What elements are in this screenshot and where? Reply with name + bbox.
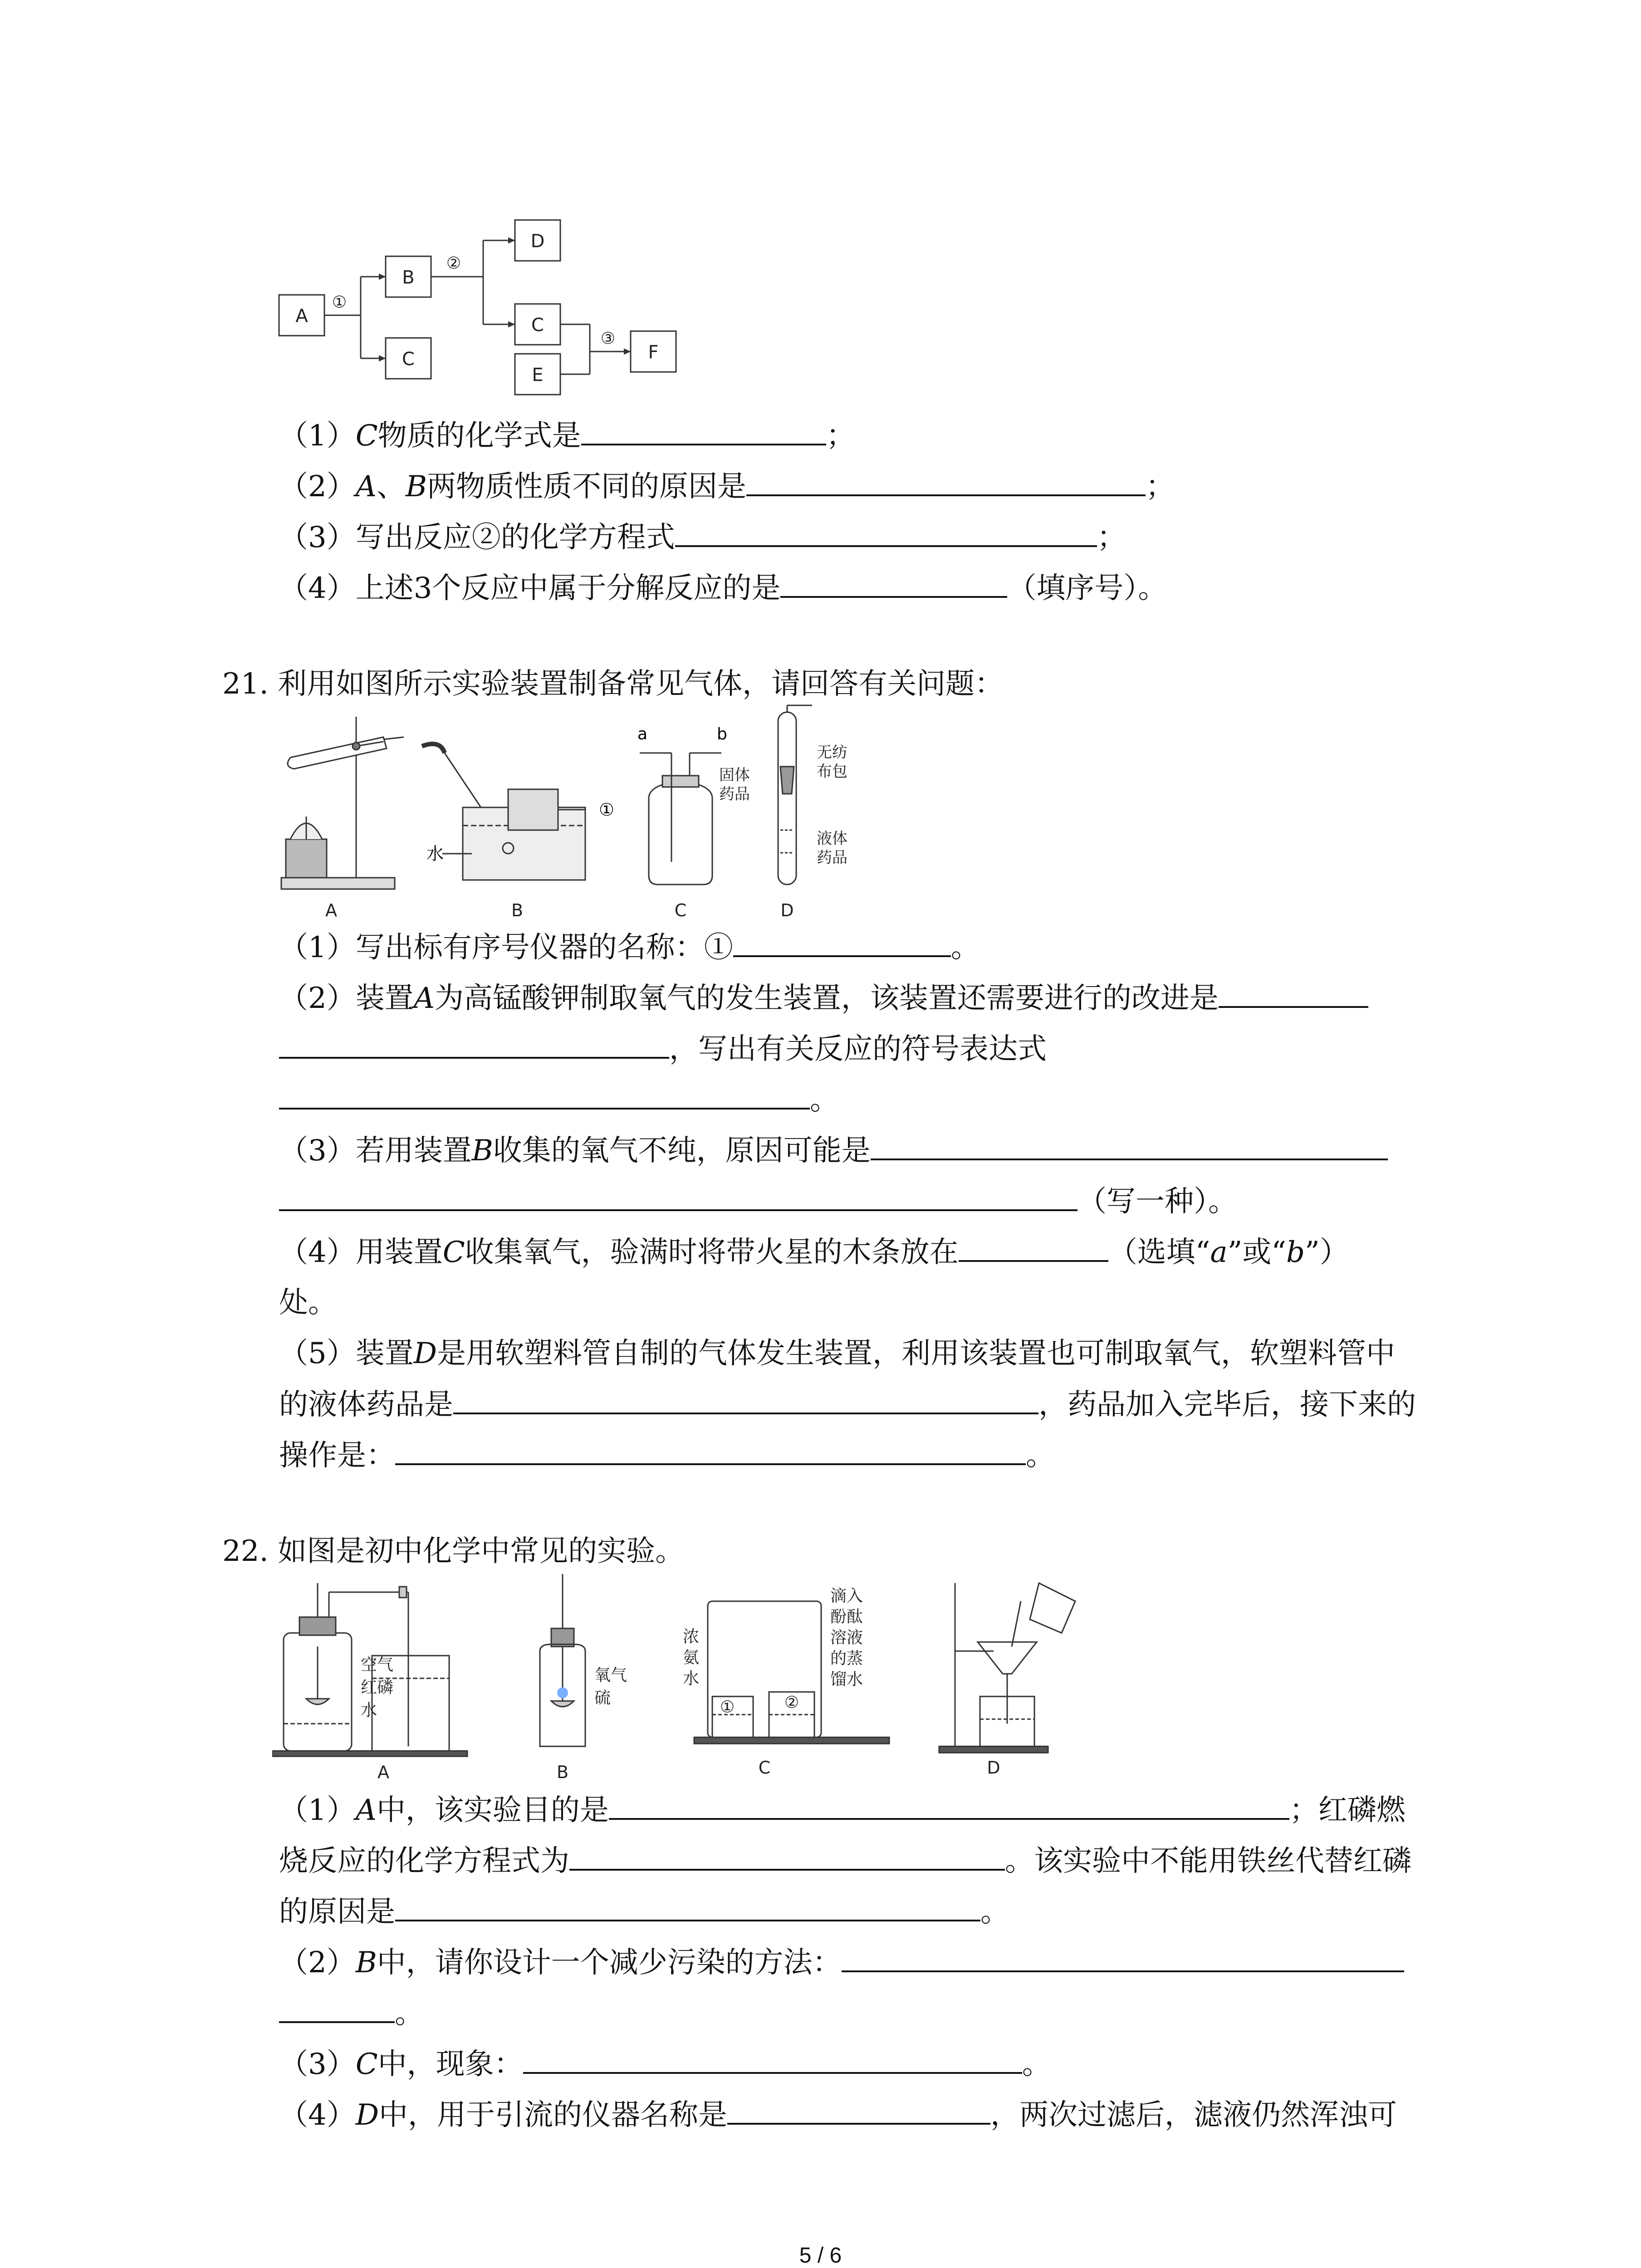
d-liquid-2: 药品 — [817, 849, 847, 867]
answer-blank[interactable] — [727, 2097, 990, 2125]
d-bag-2: 布包 — [817, 763, 847, 781]
answer-blank[interactable] — [279, 1081, 810, 1110]
answer-blank[interactable] — [959, 1234, 1108, 1262]
label-c1: C — [402, 349, 415, 370]
q21-part5-line3: 操作是： 。 — [279, 1437, 1055, 1474]
b-mark: ① — [599, 800, 615, 820]
apparatus-d — [778, 705, 812, 885]
c-drop-label-4: 的蒸 — [830, 1649, 863, 1668]
fig-label-a: A — [377, 1762, 389, 1782]
q21-stem: 21. 利用如图所示实验装置制备常见气体，请回答有关问题： — [222, 667, 1004, 701]
a-phosphorus-label: 红磷 — [361, 1678, 394, 1697]
label-a: A — [295, 306, 308, 327]
c-drop-label-1: 滴入 — [830, 1587, 863, 1605]
fig-label-d: D — [987, 1758, 1000, 1778]
label-f: F — [648, 342, 659, 363]
q21-part2-line2: ，写出有关反应的符号表达式 — [279, 1031, 1047, 1067]
answer-blank[interactable] — [1219, 980, 1368, 1008]
apparatus-b — [422, 744, 585, 880]
label-e: E — [532, 365, 544, 386]
step-2: ② — [446, 254, 461, 273]
d-liquid-1: 液体 — [817, 830, 847, 848]
a-air-label: 空气 — [361, 1656, 394, 1674]
d-solid-1: 固体 — [719, 766, 750, 784]
b-sulfur-label: 硫 — [594, 1689, 611, 1707]
c-ammonia-1: 浓 — [683, 1628, 700, 1646]
q21-part5-line2: 的液体药品是 ，药品加入完毕后，接下来的 — [279, 1386, 1416, 1423]
c-drop-label-2: 酚酞 — [830, 1608, 863, 1626]
q21-part3-line1: （3）若用装置B收集的氧气不纯，原因可能是 — [279, 1132, 1388, 1169]
apparatus-c — [640, 753, 721, 885]
answer-blank[interactable] — [609, 1792, 1289, 1820]
q21-part5-line1: （5）装置D是用软塑料管自制的气体发生装置，利用该装置也可制取氧气，软塑料管中 — [279, 1337, 1396, 1370]
gas-apparatus-figure — [272, 703, 907, 930]
answer-blank[interactable] — [279, 1031, 669, 1059]
fig-label-a: A — [325, 900, 337, 920]
answer-blank[interactable] — [395, 1893, 980, 1921]
q20-part1: （1）C物质的化学式是 ； — [279, 417, 855, 454]
step-1: ① — [332, 293, 347, 312]
fig-label-b: B — [511, 900, 524, 920]
answer-blank[interactable] — [780, 570, 1007, 598]
label-b: B — [402, 267, 415, 288]
answer-blank[interactable] — [453, 1386, 1038, 1414]
q21-part3-line2: （写一种）。 — [279, 1183, 1237, 1220]
label-c2: C — [531, 315, 544, 336]
q21-part4-line2: 处。 — [279, 1286, 337, 1320]
answer-blank[interactable] — [581, 417, 826, 445]
q22-part1-line1: （1）A中，该实验目的是 ；红磷燃 — [279, 1792, 1406, 1828]
apparatus-b — [540, 1574, 585, 1746]
apparatus-a — [281, 717, 404, 889]
q21-part2-line3: 。 — [279, 1081, 839, 1118]
q20-part3: （3）写出反应②的化学方程式 ； — [279, 519, 1126, 556]
page-number: 5 / 6 — [799, 2244, 842, 2268]
q22-part2-line1: （2）B中，请你设计一个减少污染的方法： — [279, 1944, 1404, 1981]
q20-part2: （2）A、B两物质性质不同的原因是 ； — [279, 468, 1175, 505]
b-water-label: 水 — [426, 844, 444, 864]
answer-blank[interactable] — [871, 1132, 1388, 1160]
c-drop-label-3: 溶液 — [830, 1628, 863, 1647]
c-port-a: a — [637, 725, 648, 743]
q22-part1-line2: 烧反应的化学方程式为 。该实验中不能用铁丝代替红磷 — [279, 1843, 1411, 1879]
answer-blank[interactable] — [395, 1437, 1026, 1465]
step-3: ③ — [600, 329, 616, 348]
fig-label-c: C — [674, 900, 687, 920]
answer-blank[interactable] — [675, 519, 1097, 547]
q20-part4: （4）上述3个反应中属于分解反应的是 （填序号）。 — [279, 570, 1167, 606]
label-d: D — [530, 231, 545, 252]
answer-blank[interactable] — [746, 468, 1146, 496]
c-beaker-2: ② — [784, 1693, 799, 1712]
q22-part2-line2: 。 — [279, 1995, 424, 2032]
apparatus-d — [939, 1583, 1075, 1753]
c-ammonia-3: 水 — [683, 1669, 700, 1688]
reaction-flow-diagram — [272, 218, 726, 413]
answer-blank[interactable] — [523, 2046, 1022, 2074]
b-oxygen-label: 氧气 — [594, 1666, 627, 1685]
c-beaker-1: ① — [720, 1698, 735, 1716]
c-drop-label-5: 馏水 — [830, 1670, 863, 1689]
answer-blank[interactable] — [733, 929, 951, 957]
a-water-label: 水 — [361, 1701, 377, 1720]
fig-label-d: D — [780, 900, 794, 920]
q21-part2-line1: （2）装置A为高锰酸钾制取氧气的发生装置，该装置还需要进行的改进是 — [279, 980, 1368, 1017]
fig-label-b: B — [556, 1762, 569, 1782]
fig-label-c: C — [758, 1758, 771, 1778]
c-port-b: b — [717, 725, 727, 743]
d-bag-1: 无纺 — [817, 743, 847, 762]
answer-blank[interactable] — [842, 1944, 1404, 1972]
q22-part3: （3）C中，现象： 。 — [279, 2046, 1051, 2082]
q22-part4: （4）D中，用于引流的仪器名称是 ，两次过滤后，滤液仍然浑浊可 — [279, 2097, 1397, 2133]
answer-blank[interactable] — [279, 1995, 395, 2023]
c-ammonia-2: 氨 — [683, 1648, 700, 1667]
answer-blank[interactable] — [569, 1843, 1005, 1871]
q21-part1: （1）写出标有序号仪器的名称：① 。 — [279, 929, 980, 966]
experiment-figure — [272, 1574, 1134, 1787]
q22-part1-line3: 的原因是 。 — [279, 1893, 1009, 1930]
q21-part4-line1: （4）用装置C收集氧气，验满时将带火星的木条放在 （选填“a”或“b”） — [279, 1234, 1349, 1271]
answer-blank[interactable] — [279, 1183, 1078, 1211]
q22-stem: 22. 如图是初中化学中常见的实验。 — [222, 1535, 685, 1568]
d-solid-2: 药品 — [719, 785, 750, 803]
